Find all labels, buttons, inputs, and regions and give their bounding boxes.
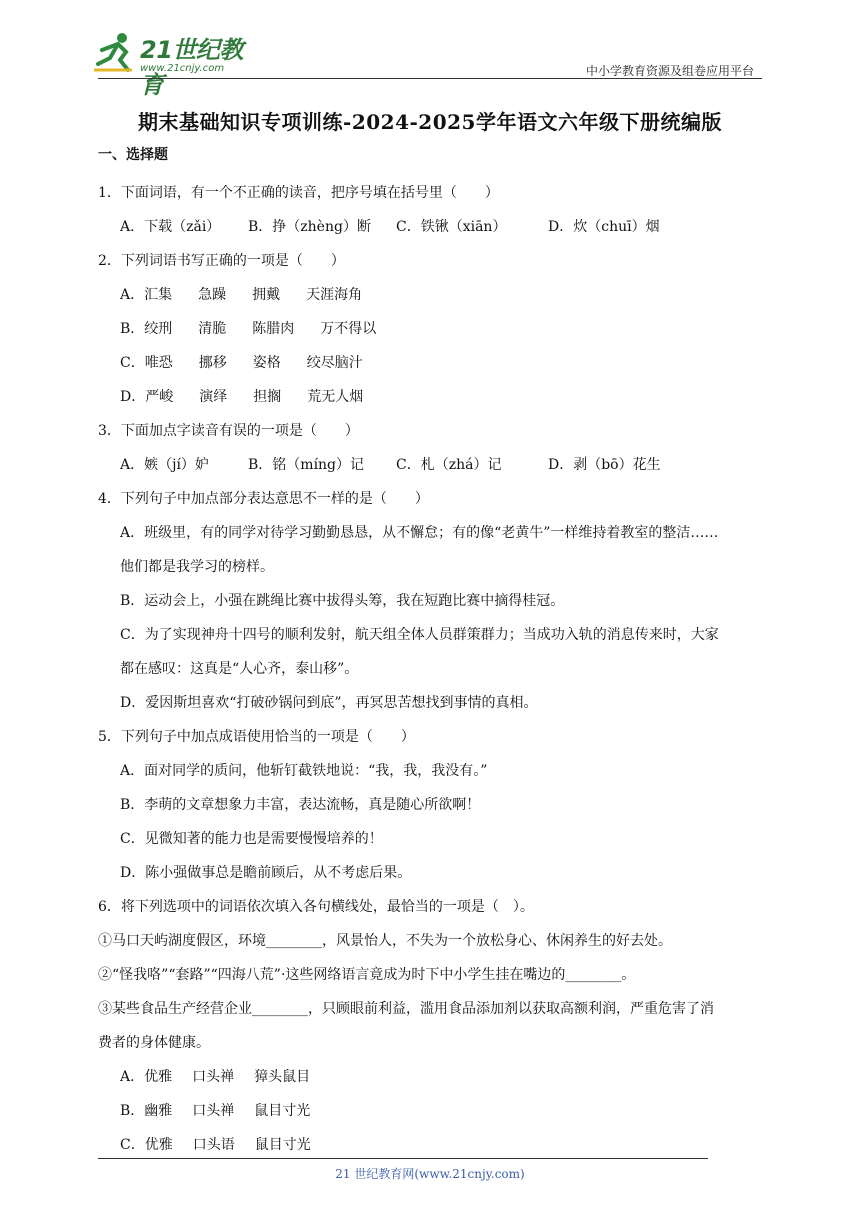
footer-text: 21 世纪教育网(www.21cnjy.com)	[335, 1167, 525, 1181]
word: 挪移	[198, 355, 227, 371]
word: 绞尽脑汁	[306, 355, 363, 371]
question-4-stem: 4．下列句子中加点部分表达意思不一样的是（ ）	[98, 491, 429, 507]
footer-divider	[98, 1158, 708, 1159]
runner-logo-icon	[92, 30, 138, 76]
word: B．幽雅	[120, 1103, 173, 1119]
word: 拥戴	[252, 287, 281, 303]
question-4-option-c: C．为了实现神舟十四号的顺利发射，航天组全体人员群策群力；当成功入轨的消息传来时，大家	[120, 627, 719, 643]
platform-name: 中小学教育资源及组卷应用平台	[585, 64, 754, 78]
question-4-option-a: A．班级里，有的同学对待学习勤勤恳恳，从不懈怠；有的像“老黄牛”一样维持着教室的整洁……	[120, 525, 719, 541]
question-5-option-d: D．陈小强做事总是瞻前顾后，从不考虑后果。	[120, 865, 412, 881]
word: 口头禅	[192, 1069, 235, 1085]
question-6-sentence-1: ①马口天屿湖度假区，环境________，风景怡人，不失为一个放松身心、休闲养生的好去处。	[98, 933, 672, 949]
question-content	[98, 144, 768, 1162]
word: 急躁	[198, 287, 227, 303]
question-3-options	[98, 448, 768, 482]
option-a: A．下载（zǎi）	[120, 219, 221, 235]
section-heading: 一、选择题	[98, 147, 168, 163]
word: A．汇集	[120, 287, 173, 303]
header-divider	[98, 78, 762, 79]
brand-url: www.21cnjy.com	[140, 63, 225, 74]
question-6-sentence-3-cont: 费者的身体健康。	[98, 1035, 210, 1051]
option-c: C．札（zhá）记	[396, 457, 502, 473]
word: 担搁	[253, 389, 282, 405]
question-5-stem: 5．下列句子中加点成语使用恰当的一项是（ ）	[98, 729, 415, 745]
option-c: C．铁锹（xiān）	[396, 219, 507, 235]
question-6-option-c	[98, 1128, 768, 1162]
question-2-option-d	[98, 380, 768, 414]
word: 演绎	[199, 389, 228, 405]
word: C．优雅	[120, 1137, 173, 1153]
question-5-option-b: B．李萌的文章想象力丰富，表达流畅，真是随心所欲啊！	[120, 797, 481, 813]
option-b: B．铭（míng）记	[248, 457, 365, 473]
question-1-options	[98, 210, 768, 244]
brand-name: 21世纪教育	[140, 36, 243, 99]
question-4-option-c-cont: 都在感叹：这真是“人心齐，泰山移”。	[120, 661, 359, 677]
option-d: D．剥（bō）花生	[548, 457, 661, 473]
option-a: A．嫉（jí）妒	[120, 457, 209, 473]
question-2-option-c	[98, 346, 768, 380]
question-6-option-a	[98, 1060, 768, 1094]
question-6-sentence-3: ③某些食品生产经营企业________，只顾眼前利益，滥用食品添加剂以获取高额利润，严重危害了消	[98, 1001, 714, 1017]
question-3-stem: 3．下面加点字读音有误的一项是（ ）	[98, 423, 359, 439]
word: 鼠目寸光	[254, 1137, 311, 1153]
question-6-stem: 6．将下列选项中的词语依次填入各句横线处，最恰当的一项是（ ）。	[98, 899, 534, 915]
word: 天涯海角	[306, 287, 363, 303]
word: 口头禅	[192, 1103, 235, 1119]
question-1-stem: 1．下面词语，有一个不正确的读音，把序号填在括号里（ ）	[98, 185, 499, 201]
word: 口头语	[192, 1137, 235, 1153]
question-4-option-a-cont: 他们都是我学习的榜样。	[120, 559, 274, 575]
page-header	[0, 0, 860, 99]
option-d: D．炊（chuī）烟	[548, 219, 660, 235]
question-5-option-a: A．面对同学的质问，他斩钉截铁地说：“我，我，我没有。”	[120, 763, 488, 779]
word: 獐头鼠目	[254, 1069, 311, 1085]
word: 鼠目寸光	[254, 1103, 311, 1119]
question-4-option-b: B．运动会上，小强在跳绳比赛中拔得头筹，我在短跑比赛中摘得桂冠。	[120, 593, 565, 609]
word: 荒无人烟	[307, 389, 364, 405]
question-2-option-a	[98, 278, 768, 312]
word: C．唯恐	[120, 355, 173, 371]
word: 清脆	[198, 321, 227, 337]
word: 陈腊肉	[252, 321, 295, 337]
question-2-stem: 2．下列词语书写正确的一项是（ ）	[98, 253, 345, 269]
word: 姿格	[252, 355, 281, 371]
logo	[92, 30, 262, 99]
option-b: B．挣（zhèng）断	[248, 219, 371, 235]
question-6-sentence-2: ②“怪我咯”“套路”“四海八荒”·这些网络语言竟成为时下中小学生挂在嘴边的________。	[98, 967, 636, 983]
question-5-option-c: C．见微知著的能力也是需要慢慢培养的！	[120, 831, 383, 847]
word: D．严峻	[120, 389, 174, 405]
page-title: 期末基础知识专项训练-2024-2025学年语文六年级下册统编版	[138, 110, 722, 134]
word: A．优雅	[120, 1069, 173, 1085]
word: 万不得以	[320, 321, 377, 337]
word: B．绞刑	[120, 321, 173, 337]
question-4-option-d: D．爱因斯坦喜欢“打破砂锅问到底”，再冥思苦想找到事情的真相。	[120, 695, 538, 711]
question-2-option-b	[98, 312, 768, 346]
question-6-option-b	[98, 1094, 768, 1128]
